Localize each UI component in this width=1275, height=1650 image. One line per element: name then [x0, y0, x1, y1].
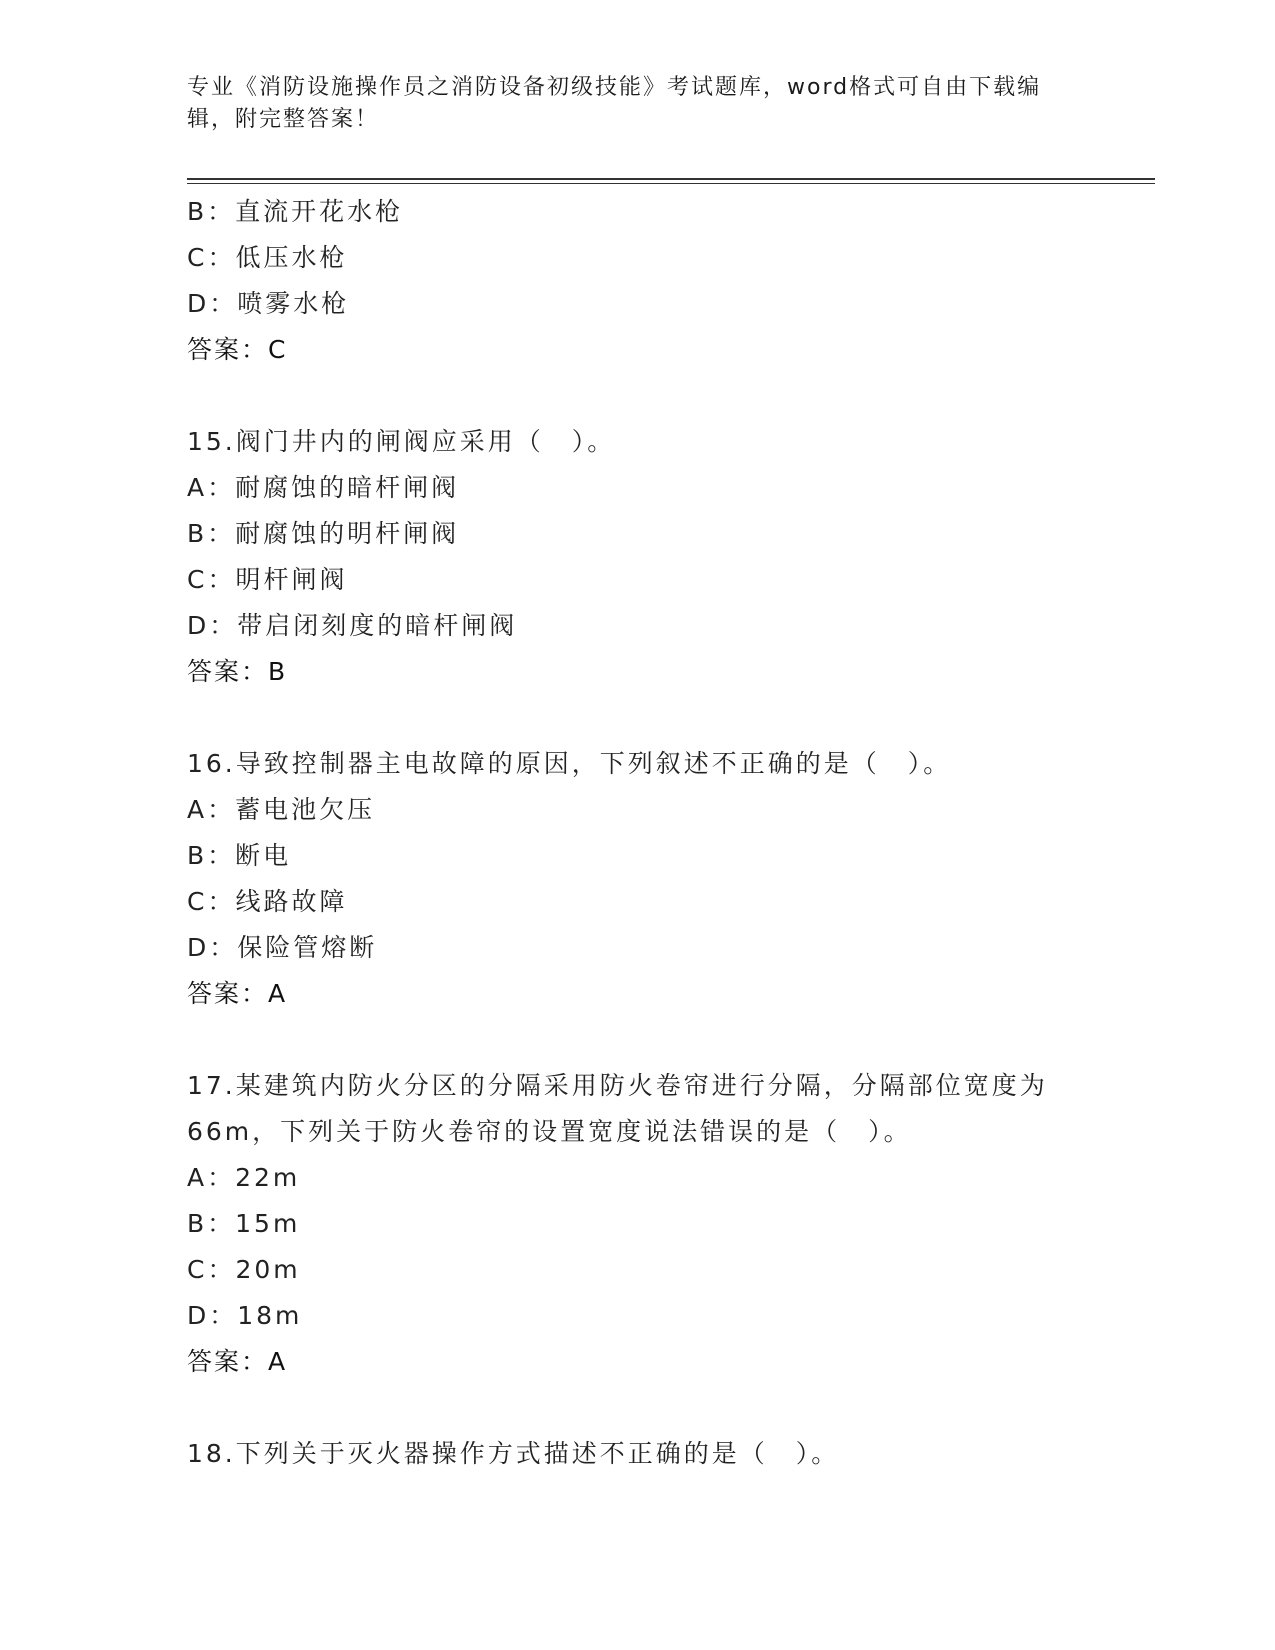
question-17 — [187, 1063, 1087, 1385]
option-a: A：蓄电池欠压 — [187, 795, 376, 824]
question-18 — [187, 1431, 1087, 1477]
option-c: C：20m — [187, 1255, 301, 1284]
spacer — [187, 695, 1087, 741]
answer: 答案：A — [187, 1347, 288, 1376]
header-divider-thick — [187, 178, 1155, 180]
option-d: D：18m — [187, 1301, 303, 1330]
option-b: B：断电 — [187, 841, 292, 870]
spacer — [187, 1385, 1087, 1431]
answer: 答案：A — [187, 979, 288, 1008]
question-14 — [187, 189, 1087, 373]
question-stem: 15.阀门井内的闸阀应采用（ ）。 — [187, 427, 616, 456]
option-b: B：直流开花水枪 — [187, 197, 404, 226]
header-divider-thin — [187, 183, 1155, 184]
question-stem-line-2: 66m，下列关于防火卷帘的设置宽度说法错误的是（ ）。 — [187, 1117, 912, 1146]
spacer — [187, 1017, 1087, 1063]
answer: 答案：B — [187, 657, 288, 686]
option-d: D：喷雾水枪 — [187, 289, 350, 318]
option-d: D：保险管熔断 — [187, 933, 378, 962]
option-a: A：耐腐蚀的暗杆闸阀 — [187, 473, 460, 502]
option-a: A：22m — [187, 1163, 301, 1192]
option-c: C：线路故障 — [187, 887, 348, 916]
option-d: D：带启闭刻度的暗杆闸阀 — [187, 611, 518, 640]
question-stem: 18.下列关于灭火器操作方式描述不正确的是（ ）。 — [187, 1439, 840, 1468]
spacer — [187, 373, 1087, 419]
document-header: 专业《消防设施操作员之消防设备初级技能》考试题库，word格式可自由下载编辑，附完整答案！ — [187, 75, 1042, 132]
option-c: C：低压水枪 — [187, 243, 348, 272]
option-b: B：耐腐蚀的明杆闸阀 — [187, 519, 460, 548]
question-stem-line-1: 17.某建筑内防火分区的分隔采用防火卷帘进行分隔，分隔部位宽度为 — [187, 1071, 1048, 1100]
option-c: C：明杆闸阀 — [187, 565, 348, 594]
question-16 — [187, 741, 1087, 1017]
option-b: B：15m — [187, 1209, 301, 1238]
question-list — [187, 189, 1087, 1477]
question-stem: 16.导致控制器主电故障的原因，下列叙述不正确的是（ ）。 — [187, 749, 952, 778]
question-15 — [187, 419, 1087, 695]
answer: 答案：C — [187, 335, 288, 364]
